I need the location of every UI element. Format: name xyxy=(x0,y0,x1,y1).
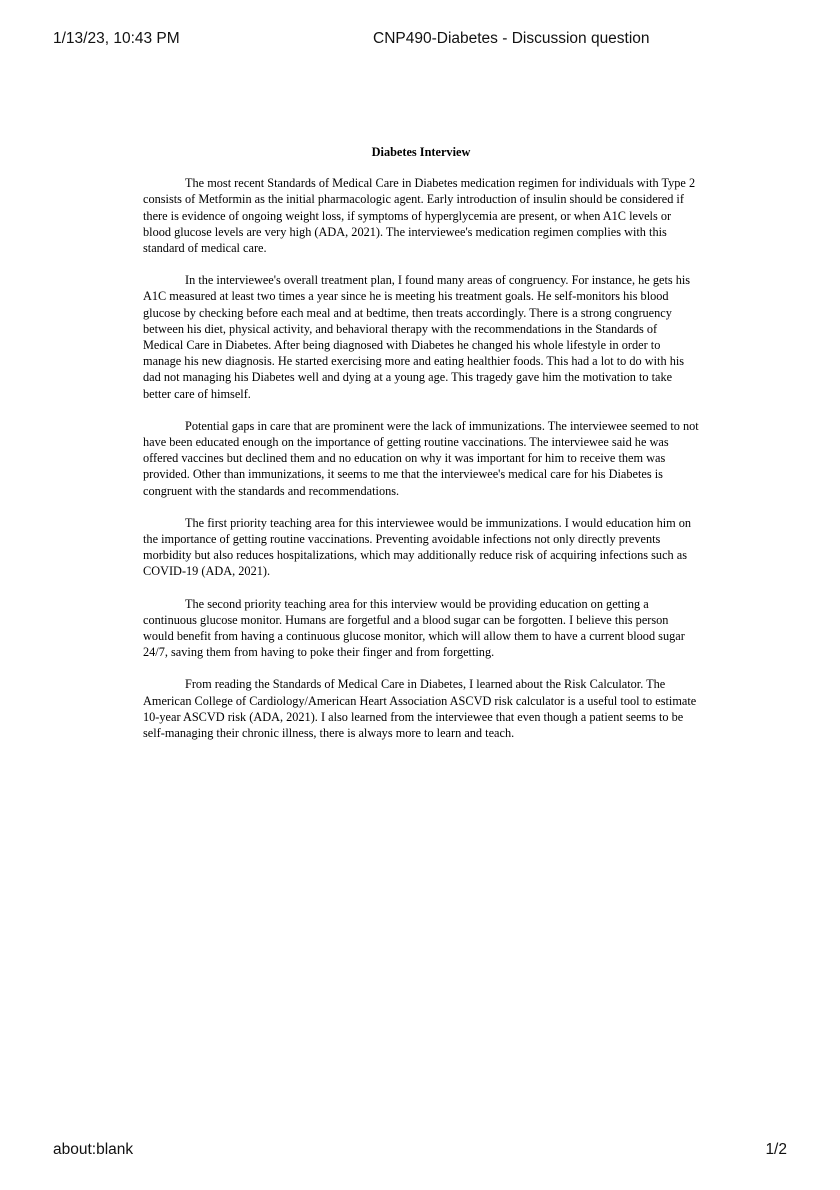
print-footer xyxy=(0,1141,840,1161)
print-header xyxy=(0,30,840,50)
paragraph-second-priority: The second priority teaching area for this interview would be providing education on getting a continuous glucose monitor. Humans are forgetful and a blood sugar can be forgotten. I believe this person would benefit from having a continuous glucose monitor, which will allow them to have a current blood sugar 24/7, saving them from having to poke their finger and from forgetting. xyxy=(143,596,685,660)
print-datetime: 1/13/23, 10:43 PM xyxy=(53,30,180,47)
document-title: Diabetes Interview xyxy=(371,145,471,159)
print-url: about:blank xyxy=(53,1141,134,1158)
paragraph-treatment-plan: In the interviewee's overall treatment plan, I found many areas of congruency. For instance, he gets his A1C measured at least two times a year since he is meeting his treatment goals. He self-monitors his blood glucose by checking before each meal and at bedtime, then treats accordingly. There is a strong congruency between his diet, physical activity, and behavioral therapy with the recommendations in the Standards of Medical Care in Diabetes. After being diagnosed with Diabetes he changed his whole lifestyle in order to manage his new diagnosis. He started exercising more and eating healthier foods. This had a lot to do with his dad not managing his Diabetes well and dying at a young age. This tragedy gave him the motivation to take better care of himself. xyxy=(143,273,691,401)
print-page-title: CNP490-Diabetes - Discussion question xyxy=(373,30,650,47)
paragraph-learnings: From reading the Standards of Medical Care in Diabetes, I learned about the Risk Calculator. The American College of Cardiology/American Heart Association ASCVD risk calculator is a useful tool to estimate 10-year ASCVD risk (ADA, 2021). I also learned from the interviewee that even though a patient seems to be self-managing their chronic illness, there is always more to learn and teach. xyxy=(143,677,697,741)
document-body xyxy=(143,144,699,757)
print-page-number: 1/2 xyxy=(765,1141,787,1158)
paragraph-gaps-in-care: Potential gaps in care that are prominent were the lack of immunizations. The interviewee seemed to not have been educated enough on the importance of getting routine vaccinations. The interviewee said he was offered vaccines but declined them and no education on why it was important for him to receive them was provided. Other than immunizations, it seems to me that the interviewee's medical care for his Diabetes is congruent with the standards and recommendations. xyxy=(143,418,699,498)
paragraph-medication-regimen: The most recent Standards of Medical Care in Diabetes medication regimen for individuals with Type 2 consists of Metformin as the initial pharmacologic agent. Early introduction of insulin should be considered if there is evidence of ongoing weight loss, if symptoms of hyperglycemia are present, or when A1C levels or blood glucose levels are very high (ADA, 2021). The interviewee's medication regimen complies with this standard of medical care. xyxy=(143,176,696,256)
paragraph-first-priority: The first priority teaching area for this interviewee would be immunizations. I would education him on the importance of getting routine vaccinations. Preventing avoidable infections not only directly prevents morbidity but also reduces hospitalizations, which may additionally reduce risk of acquiring infections such as COVID-19 (ADA, 2021). xyxy=(143,515,692,579)
